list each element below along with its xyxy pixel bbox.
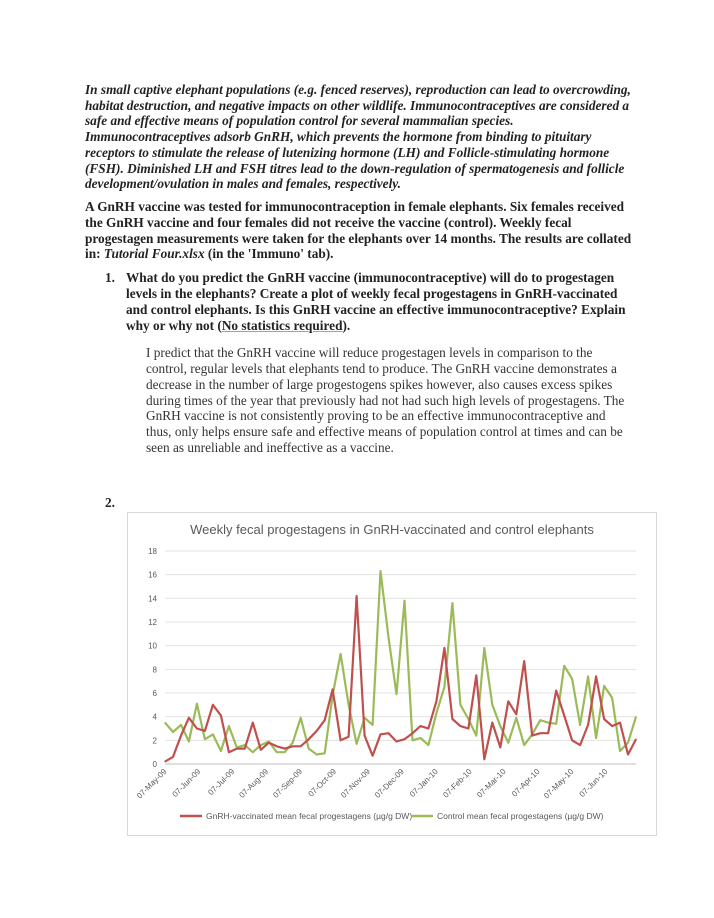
data-point bbox=[252, 722, 253, 723]
y-tick-label: 0 bbox=[152, 760, 157, 769]
data-point bbox=[532, 735, 533, 736]
data-point bbox=[172, 731, 173, 732]
data-point bbox=[444, 686, 445, 687]
data-point bbox=[420, 726, 421, 727]
data-point bbox=[348, 736, 349, 737]
question-1-number: 1. bbox=[105, 270, 115, 286]
y-tick-label: 10 bbox=[148, 641, 157, 651]
data-point bbox=[444, 647, 445, 648]
data-point bbox=[412, 740, 413, 741]
data-point bbox=[556, 690, 557, 691]
x-tick-label: 07-Jan-10 bbox=[407, 767, 440, 799]
y-tick-label: 8 bbox=[152, 665, 157, 675]
data-point bbox=[412, 733, 413, 734]
x-tick-label: 07-Feb-10 bbox=[441, 767, 474, 800]
data-point bbox=[180, 724, 181, 725]
data-point bbox=[516, 714, 517, 715]
data-point bbox=[380, 571, 381, 572]
data-point bbox=[228, 726, 229, 727]
data-point bbox=[500, 747, 501, 748]
question-list bbox=[105, 270, 633, 456]
data-point bbox=[476, 735, 477, 736]
data-point bbox=[388, 637, 389, 638]
data-point bbox=[396, 741, 397, 742]
data-point bbox=[364, 735, 365, 736]
data-point bbox=[340, 653, 341, 654]
y-tick-label: 12 bbox=[148, 618, 157, 627]
data-point bbox=[204, 730, 205, 731]
data-point bbox=[228, 752, 229, 753]
data-point bbox=[316, 730, 317, 731]
data-point bbox=[452, 718, 453, 719]
data-point bbox=[356, 743, 357, 744]
experiment-paragraph bbox=[85, 199, 633, 262]
data-point bbox=[188, 741, 189, 742]
x-tick-label: 07-Jul-09 bbox=[206, 767, 237, 798]
document-body bbox=[85, 82, 633, 456]
data-point bbox=[548, 722, 549, 723]
data-point bbox=[404, 739, 405, 740]
data-point bbox=[252, 752, 253, 753]
data-point bbox=[276, 746, 277, 747]
data-point bbox=[635, 739, 636, 740]
question-1-text bbox=[126, 270, 633, 333]
question-1-body: What do you predict the GnRH vaccine (immunocontraceptive) will do to progestagen levels in the elephants? Create a plot of weekly fecal progestagens in GnRH-vaccinated and control elephants. Is this GnRH vaccine an effective immunocontraceptive? Explain why or why not ( bbox=[126, 270, 626, 333]
intro-paragraph: In small captive elephant populations (e.g. fenced reserves), reproduction can lead to overcrowding, habitat destruction, and negative impacts on other wildlife. Immunocontraceptives are considered a safe and effective means of population control for several mammalian species. Immunocontraceptives adsorb GnRH, which prevents the hormone from binding to pituitary receptors to stimulate the release of lutenizing hormone (LH) and Follicle-stimulating hormone (FSH). Diminished LH and FSH titres lead to the down-regulation of spermatogenesis and follicle development/ovulation in males and females, respectively. bbox=[85, 82, 631, 192]
answer-1: I predict that the GnRH vaccine will reduce progestagen levels in comparison to the control, regular levels that elephants tend to produce. The GnRH vaccine demonstrates a decrease in the number of large progestogens spikes however, also causes excess spikes during times of the year that previously had not had such high levels of progestagens. The GnRH vaccine is not consistently proving to be an effective immunocontraceptive and thus, only helps ensure safe and effective means of population control at times and can be seen as unreliable and ineffective as a vaccine. bbox=[146, 345, 625, 456]
data-point bbox=[180, 735, 181, 736]
data-point bbox=[564, 665, 565, 666]
data-point bbox=[428, 728, 429, 729]
data-point bbox=[484, 647, 485, 648]
data-point bbox=[284, 748, 285, 749]
y-tick-label: 14 bbox=[148, 594, 157, 604]
data-point bbox=[212, 734, 213, 735]
legend-label: GnRH-vaccinated mean fecal progestagens (µg/g DW) bbox=[206, 811, 413, 821]
data-point bbox=[508, 701, 509, 702]
data-point bbox=[356, 595, 357, 596]
x-tick-label: 07-Aug-09 bbox=[237, 767, 271, 800]
data-point bbox=[635, 716, 636, 717]
y-tick-label: 18 bbox=[148, 547, 157, 556]
data-point bbox=[508, 742, 509, 743]
file-name: Tutorial Four.xlsx bbox=[103, 246, 205, 262]
data-point bbox=[332, 689, 333, 690]
x-tick-label: 07-Dec-09 bbox=[373, 767, 406, 800]
data-point bbox=[524, 744, 525, 745]
data-point bbox=[300, 717, 301, 718]
data-point bbox=[484, 759, 485, 760]
data-point bbox=[572, 740, 573, 741]
question-1-underlined: No statistics required bbox=[221, 317, 343, 333]
data-point bbox=[188, 717, 189, 718]
data-point bbox=[580, 744, 581, 745]
x-tick-label: 07-Jun-10 bbox=[577, 767, 610, 799]
y-tick-label: 4 bbox=[152, 712, 157, 722]
data-point bbox=[460, 704, 461, 705]
data-point bbox=[396, 694, 397, 695]
y-tick-label: 2 bbox=[152, 736, 157, 746]
data-point bbox=[164, 722, 165, 723]
data-point bbox=[428, 744, 429, 745]
data-point bbox=[308, 739, 309, 740]
data-point bbox=[548, 733, 549, 734]
chart-title: Weekly fecal progestagens in GnRH-vaccinated and control elephants bbox=[190, 522, 594, 537]
experiment-text: A GnRH vaccine was tested for immunocontraception in female elephants. Six females received the GnRH vaccine and four females did not receive the vaccine (control). Weekly fecal progestagen measurements were taken for the elephants over 14 months. The results are collated in: bbox=[85, 198, 632, 262]
data-point bbox=[611, 726, 612, 727]
y-tick-label: 16 bbox=[148, 570, 157, 580]
x-tick-label: 07-Oct-09 bbox=[306, 767, 339, 799]
data-point bbox=[564, 715, 565, 716]
data-point bbox=[220, 750, 221, 751]
data-point bbox=[380, 734, 381, 735]
data-point bbox=[540, 720, 541, 721]
chart-series bbox=[164, 571, 636, 763]
data-point bbox=[340, 740, 341, 741]
data-point bbox=[556, 723, 557, 724]
data-point bbox=[196, 728, 197, 729]
data-point bbox=[204, 739, 205, 740]
chart-svg bbox=[128, 513, 656, 835]
x-tick-label: 07-Sep-09 bbox=[271, 767, 305, 800]
data-point bbox=[292, 746, 293, 747]
data-point bbox=[420, 737, 421, 738]
x-tick-label: 07-May-09 bbox=[135, 767, 169, 801]
data-point bbox=[452, 602, 453, 603]
data-point bbox=[492, 704, 493, 705]
data-point bbox=[284, 752, 285, 753]
question-2-number: 2. bbox=[105, 495, 115, 510]
data-point bbox=[588, 724, 589, 725]
data-point bbox=[236, 748, 237, 749]
x-axis-ticks bbox=[135, 767, 610, 801]
data-point bbox=[436, 701, 437, 702]
experiment-tail: (in the 'Immuno' tab). bbox=[204, 246, 334, 262]
data-point bbox=[476, 675, 477, 676]
chart-legend bbox=[180, 811, 604, 821]
data-point bbox=[468, 728, 469, 729]
y-tick-label: 6 bbox=[152, 689, 157, 698]
data-point bbox=[580, 724, 581, 725]
data-point bbox=[627, 754, 628, 755]
data-point bbox=[212, 704, 213, 705]
data-point bbox=[619, 722, 620, 723]
data-point bbox=[316, 754, 317, 755]
data-point bbox=[627, 742, 628, 743]
data-point bbox=[611, 697, 612, 698]
x-tick-label: 07-Jun-09 bbox=[170, 767, 203, 799]
data-point bbox=[500, 726, 501, 727]
data-point bbox=[595, 676, 596, 677]
data-point bbox=[588, 676, 589, 677]
x-tick-label: 07-Mar-10 bbox=[475, 767, 508, 800]
series-line bbox=[165, 596, 636, 762]
data-point bbox=[595, 737, 596, 738]
data-point bbox=[292, 742, 293, 743]
question-1 bbox=[105, 270, 633, 333]
data-point bbox=[492, 722, 493, 723]
data-point bbox=[308, 748, 309, 749]
data-point bbox=[540, 733, 541, 734]
x-tick-label: 07-Nov-09 bbox=[339, 767, 372, 800]
data-point bbox=[244, 748, 245, 749]
legend-label: Control mean fecal progestagens (µg/g DW) bbox=[437, 811, 604, 821]
data-point bbox=[324, 720, 325, 721]
data-point bbox=[348, 704, 349, 705]
data-point bbox=[404, 600, 405, 601]
data-point bbox=[324, 753, 325, 754]
data-point bbox=[603, 685, 604, 686]
x-tick-label: 07-May-10 bbox=[542, 767, 576, 801]
data-point bbox=[220, 715, 221, 716]
data-point bbox=[516, 717, 517, 718]
data-point bbox=[300, 746, 301, 747]
y-axis-ticks bbox=[148, 547, 157, 769]
data-point bbox=[524, 660, 525, 661]
data-point bbox=[619, 750, 620, 751]
progestagen-chart bbox=[127, 512, 657, 836]
data-point bbox=[388, 733, 389, 734]
data-point bbox=[436, 713, 437, 714]
question-1-tail: ). bbox=[342, 317, 351, 333]
data-point bbox=[372, 724, 373, 725]
data-point bbox=[196, 703, 197, 704]
data-point bbox=[460, 726, 461, 727]
data-point bbox=[260, 749, 261, 750]
data-point bbox=[603, 718, 604, 719]
data-point bbox=[172, 756, 173, 757]
data-point bbox=[268, 742, 269, 743]
data-point bbox=[572, 678, 573, 679]
x-tick-label: 07-Apr-10 bbox=[510, 767, 542, 799]
data-point bbox=[276, 752, 277, 753]
data-point bbox=[164, 761, 165, 762]
data-point bbox=[372, 755, 373, 756]
